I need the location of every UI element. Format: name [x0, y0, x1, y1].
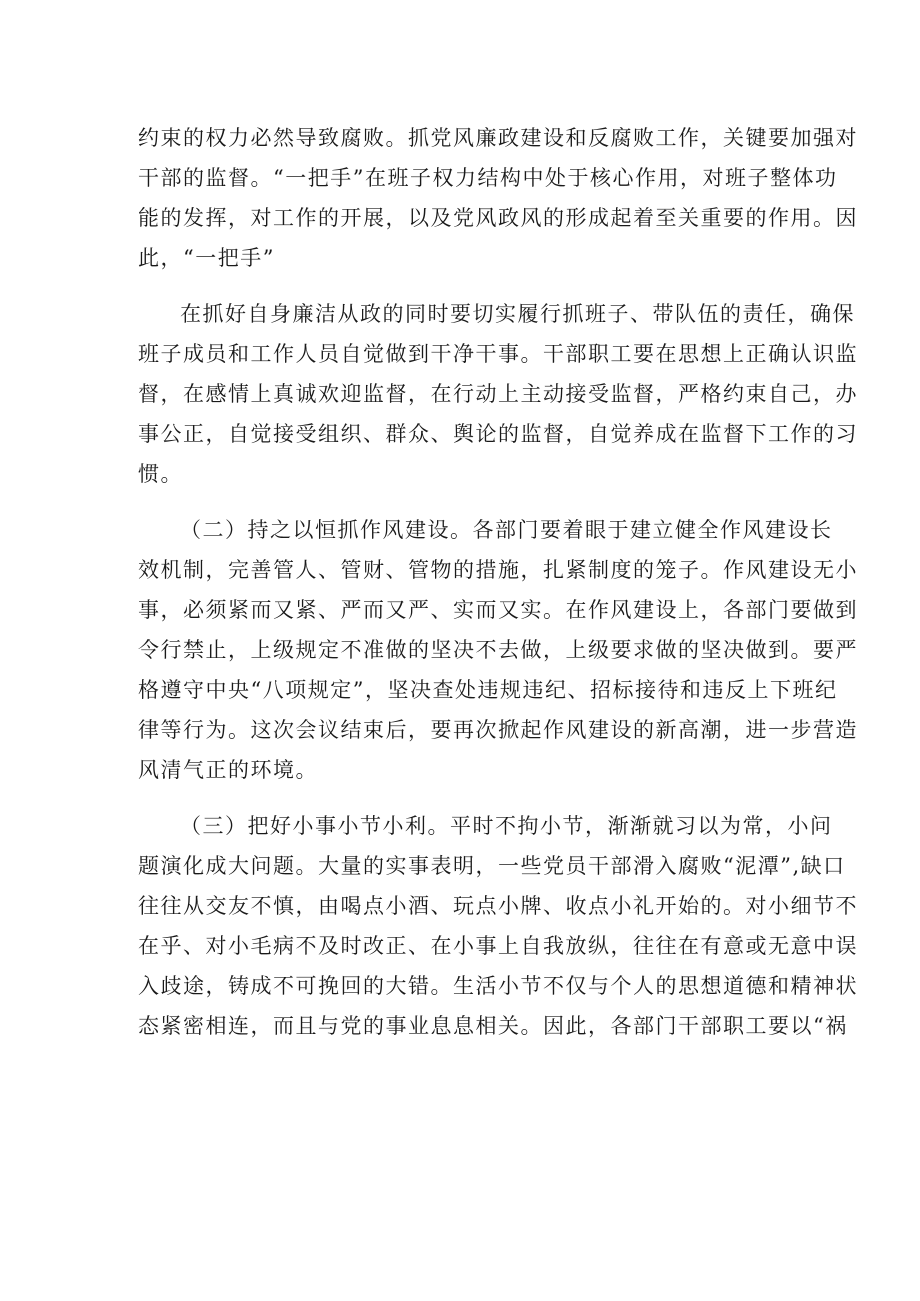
text-line: 律等行为。这次会议结束后，要再次掀起作风建设的新高潮，进一步营造 [138, 718, 858, 742]
text-line: 事公正，自觉接受组织、群众、舆论的监督，自觉养成在监督下工作的习 [138, 422, 858, 446]
text-line: （二）持之以恒抓作风建设。各部门要着眼于建立健全作风建设长 [180, 518, 833, 542]
paragraph-3 [138, 510, 858, 790]
document-body [138, 118, 858, 1062]
text-line: 班子成员和工作人员自觉做到干净干事。干部职工要在思想上正确认识监 [138, 342, 858, 366]
text-line: 风清气正的环境。 [138, 758, 318, 782]
text-line: 题演化成大问题。大量的实事表明，一些党员干部滑入腐败“泥潭”,缺口 [138, 854, 846, 878]
text-line: 效机制，完善管人、管财、管物的措施，扎紧制度的笼子。作风建设无小 [138, 558, 858, 582]
text-line: 能的发挥，对工作的开展，以及党风政风的形成起着至关重要的作用。因 [138, 206, 858, 230]
text-line: 令行禁止，上级规定不准做的坚决不去做，上级要求做的坚决做到。要严 [138, 638, 858, 662]
text-line: 在抓好自身廉洁从政的同时要切实履行抓班子、带队伍的责任，确保 [180, 302, 855, 326]
text-line: 惯。 [138, 462, 183, 486]
text-line: 态紧密相连，而且与党的事业息息相关。因此，各部门干部职工要以“祸 [138, 1014, 848, 1038]
text-line: 事，必须紧而又紧、严而又严、实而又实。在作风建设上，各部门要做到 [138, 598, 858, 622]
text-line: 干部的监督。“一把手”在班子权力结构中处于核心作用，对班子整体功 [138, 166, 838, 190]
text-line: 此，“一把手” [138, 246, 275, 270]
text-line: 约束的权力必然导致腐败。抓党风廉政建设和反腐败工作，关键要加强对 [138, 126, 858, 150]
text-line: 往往从交友不慎，由喝点小酒、玩点小牌、收点小礼开始的。对小细节不 [138, 894, 858, 918]
text-line: 格遵守中央“八项规定”，坚决查处违规违纪、招标接待和违反上下班纪 [138, 678, 838, 702]
paragraph-4 [138, 806, 858, 1046]
text-line: 入歧途，铸成不可挽回的大错。生活小节不仅与个人的思想道德和精神状 [138, 974, 858, 998]
text-line: 督，在感情上真诚欢迎监督，在行动上主动接受监督，严格约束自己，办 [138, 382, 858, 406]
text-line: （三）把好小事小节小利。平时不拘小节，渐渐就习以为常，小问 [180, 814, 833, 838]
text-line: 在乎、对小毛病不及时改正、在小事上自我放纵，往往在有意或无意中误 [138, 934, 858, 958]
paragraph-1 [138, 118, 858, 278]
paragraph-2 [138, 294, 858, 494]
